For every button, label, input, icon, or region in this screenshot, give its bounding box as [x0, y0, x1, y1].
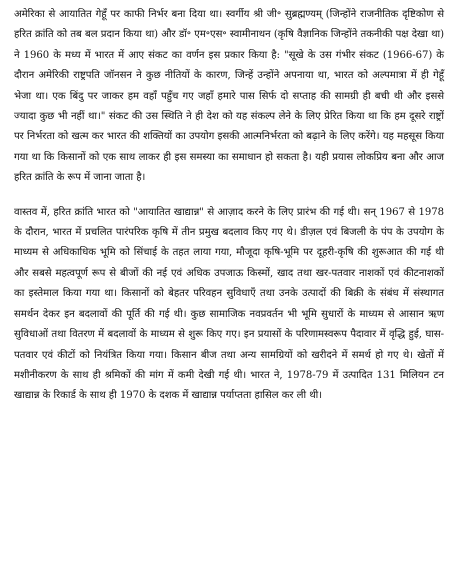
- paragraph-1: अमेरिका से आयातित गेहूँ पर काफी निर्भर बना दिया था। स्वर्गीय श्री जी॰ सुब्रह्मण्यम् (जिन्होंने राजनीतिक दृष्टिकोण से हरित क्रांति को तब बल प्रदान किया था) और डॉ॰ एम॰एस॰ स्वामीनाथन (कृषि वैज्ञानिक जिन्होंने तकनीकी पक्ष देखा था) ने 1960 के मध्य में भारत में आए संकट का वर्णन इस प्रकार किया है: "सूखे के उस गंभीर संकट (1966-67) के दौरान अमेरिकी राष्ट्रपति जॉनसन ने कुछ नीतियों के कारण, जिन्हें उन्होंने अपनाया था, भारत को अल्पमात्रा में ही गेहूँ भेजा था। एक बिंदु पर जाकर हम वहाँ पहुँच गए जहाँ हमारे पास सिर्फ दो सप्ताह की सामग्री ही बची थी और इससे ज्यादा कुछ भी नहीं था।" संकट की उस स्थिति ने ही देश को यह संकल्प लेने के लिए प्रेरित किया था कि हम दूसरे राष्ट्रों पर निर्भरता को खत्म कर भारत की शक्तियों का उपयोग इसकी आत्मनिर्भरता को बढ़ाने के लिए करेंगे। यह महसूस किया गया था कि किसानों को एक साथ लाकर ही इस समस्या का समाधान हो सकता है। यही प्रयास लोकप्रिय बना और आज हरित क्रांति के रूप में जाना जाता है।: [14, 9, 444, 184]
- paragraph-2: वास्तव में, हरित क्रांति भारत को "आयातित खाद्यान्न" से आज़ाद करने के लिए प्रारंभ की गई थी। सन् 1967 से 1978 के दौरान, भारत में प्रचलित पारंपरिक कृषि में तीन प्रमुख बदलाव किए गए थे। डीज़ल एवं बिजली के पंप के उपयोग के माध्यम से अधिकाधिक भूमि को सिंचाई के तहत लाया गया, मौजूदा कृषि-भूमि पर दूहरी-कृषि की शुरूआत की गई थी और सबसे महत्वपूर्ण रूप से बीजों की नई एवं अधिक उपजाऊ किस्मों, खाद तथा खर-पतवार नाशकों एवं कीटनाशकों का इस्तेमाल किया गया था। किसानों को बेहतर परिवहन सुविधाएँ तथा उनके उत्पादों की बिक्री के संबंध में संस्थागत समर्थन देकर इन बदलावों की पूर्ति की गई थी। कुछ सामाजिक नवप्रवर्तन भी भूमि सुधारों के माध्यम से आसान ऋण सुविधाओं तथा वितरण में बदलावों के माध्यम से शुरू किए गए। इन प्रयासों के परिणामस्वरूप पैदावार में वृद्धि हुई, घास-पतवार एवं कीटों को नियंत्रित किया गया। किसान बीज तथा अन्य सामग्रियों को खरीदने में समर्थ हो गए थे। खेतों में मशीनीकरण के साथ ही श्रमिकों की मांग में कमी देखी गई थी। भारत ने, 1978-79 में उत्पादित 131 मिलियन टन खाद्यान्न के रिकार्ड के साथ ही 1970 के दशक में खाद्यान्न पर्याप्तता हासिल कर ली थी।: [14, 206, 444, 402]
